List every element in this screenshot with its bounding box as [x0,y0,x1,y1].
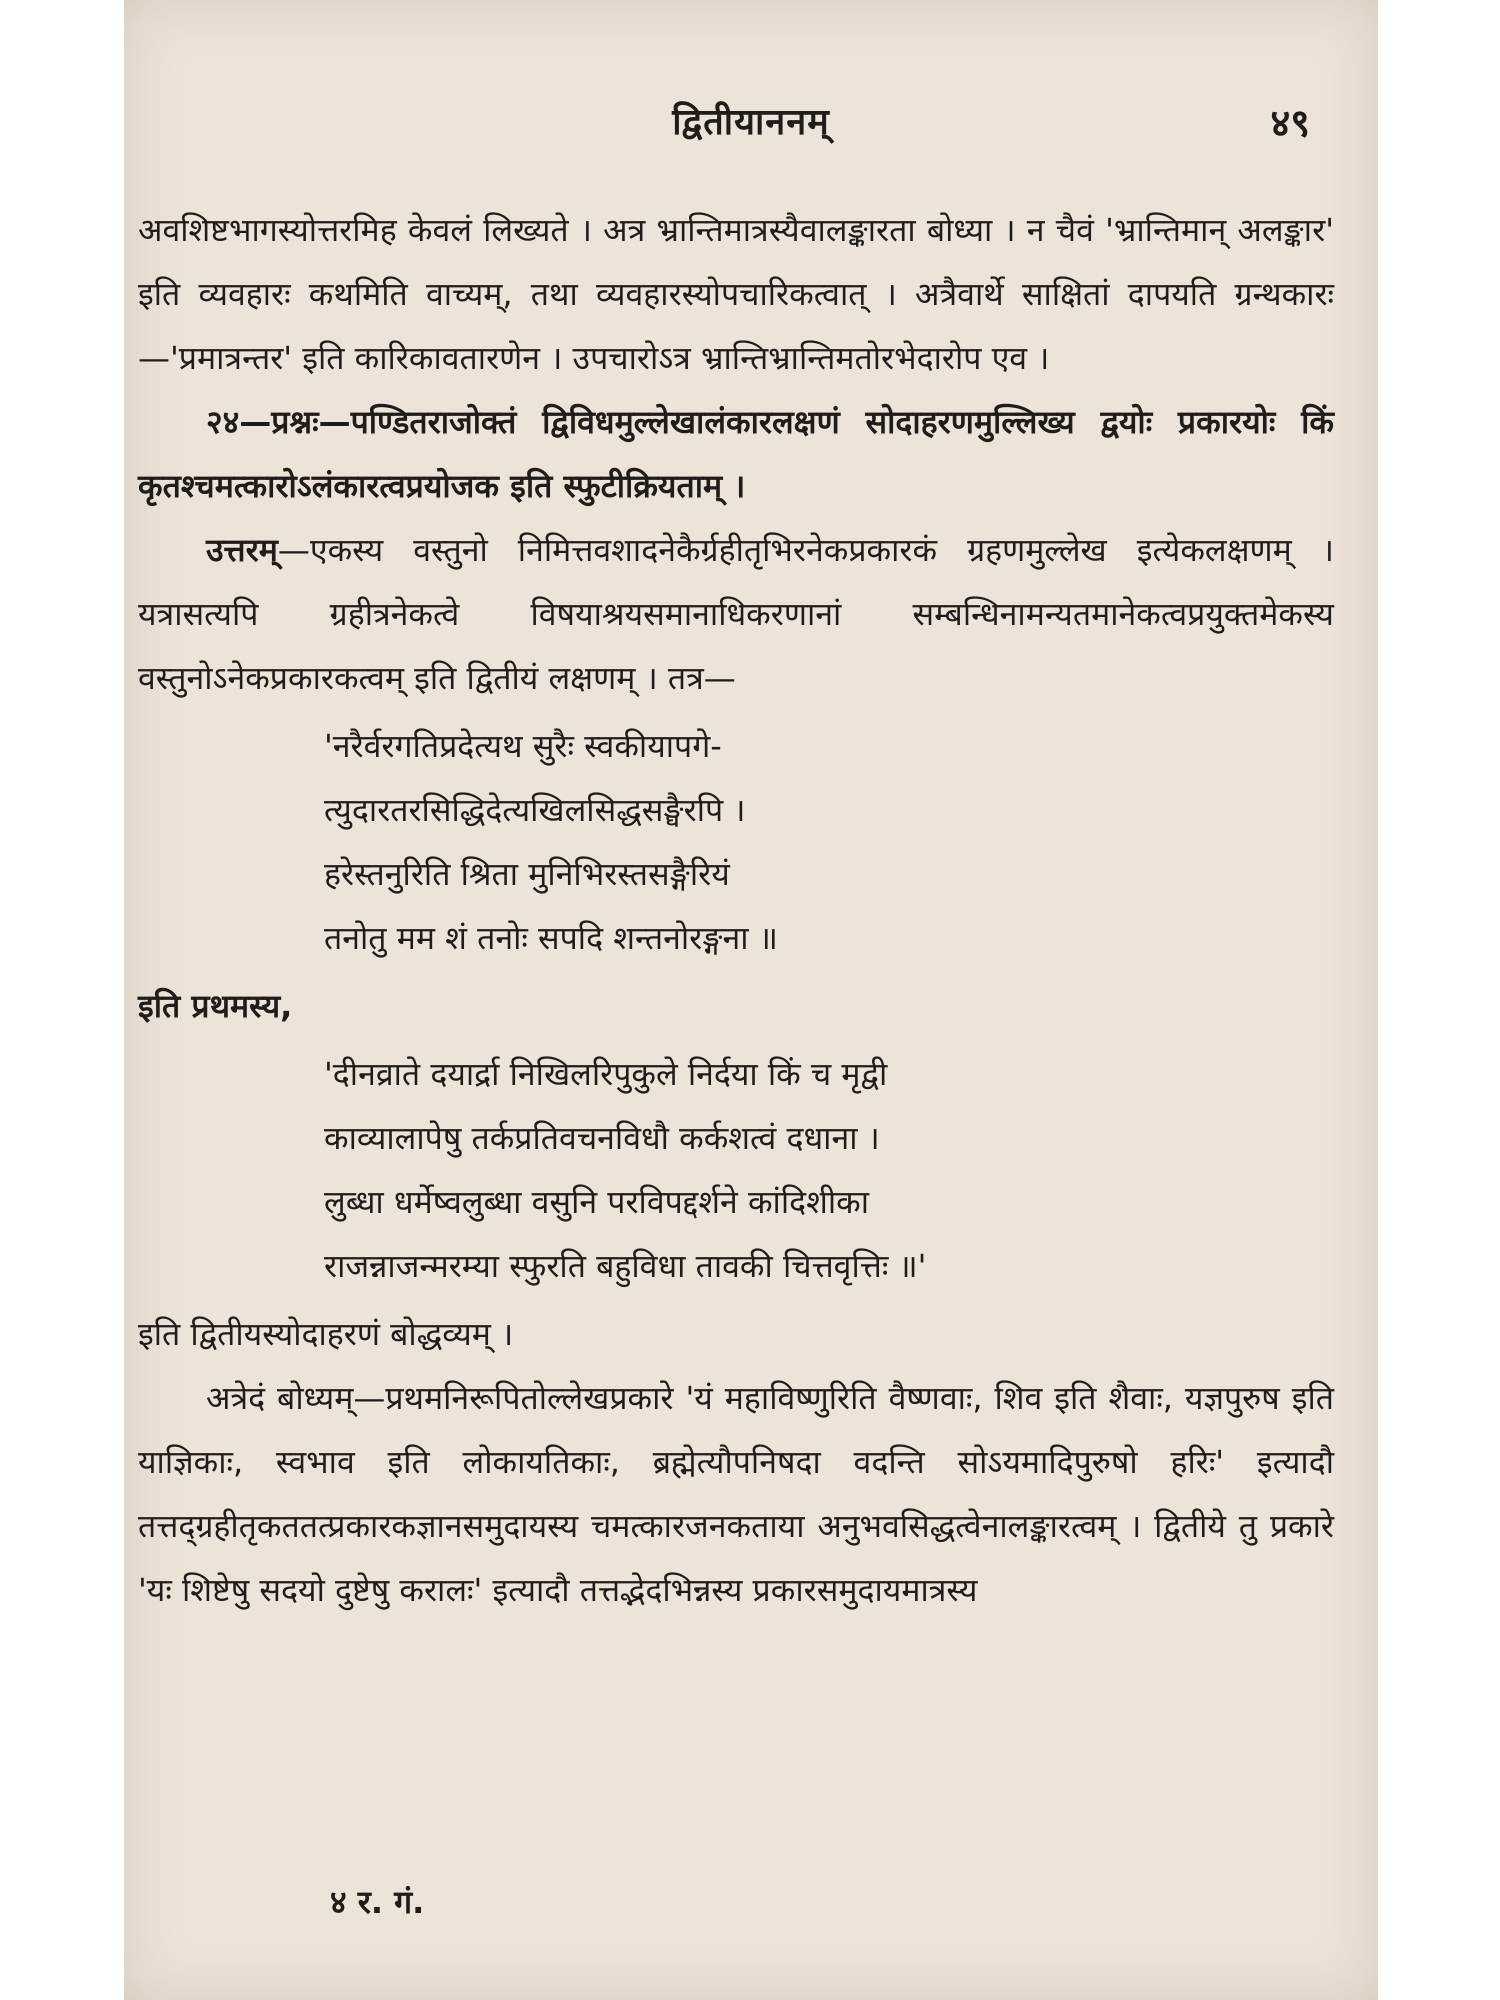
verse-line: त्युदारतरसिद्धिदेत्यखिलसिद्धसङ्घैरपि । [324,791,746,829]
answer-lead: उत्तरम् [206,531,278,569]
verse-line: लुब्धा धर्मेष्वलुब्धा वसुनि परविपद्दर्शने कांदिशीका [324,1183,870,1221]
paragraph-opening: अवशिष्टभागस्योत्तरमिह केवलं लिख्यते । अत्र भ्रान्तिमात्रस्यैवालङ्कारता बोध्या । न चैवं 'भ्रान्तिमान् अलङ्कार' इति व्यवहारः कथमिति वाच्यम्, तथा व्यवहारस्योपचारिकत्वात् । अत्रैवार्थे साक्षितां दापयति ग्रन्थकारः—'प्रमात्रन्तर' इति कारिकावतारणेन । उपचारोऽत्र भ्रान्तिभ्रान्तिमतोरभेदारोप एव । [138,211,1334,377]
verse-line: राजन्नाजन्मरम्या स्फुरति बहुविधा तावकी चित्तवृत्तिः ॥' [324,1247,927,1285]
answer-text: —एकस्य वस्तुनो निमित्तवशादनेकैर्ग्रहीतृभिरनेकप्रकारकं ग्रहणमुल्लेख इत्येकलक्षणम् । यत्रासत्यपि ग्रहीत्रनेकत्वे विषयाश्रयसमानाधिकरणानां सम्बन्धिनामन्यतमानेकत्वप्रयुक्तमेकस्य वस्तुनोऽनेकप्रकारकत्वम् इति द्वितीयं लक्षणम् । तत्र— [138,531,1334,697]
verse-line: काव्यालापेषु तर्कप्रतिवचनविधौ कर्कशत्वं दधाना । [324,1119,880,1157]
verse-example-2 [324,1042,1334,1298]
signature-mark: ४ र. गं. [330,1883,425,1921]
verse-2-label: इति द्वितीयस्योदाहरणं बोद्धव्यम् । [138,1315,514,1353]
page-body [138,198,1334,1622]
verse-line: तनोतु मम शं तनोः सपदि शन्तनोरङ्गना ॥ [324,919,778,957]
answer-paragraph [138,518,1334,710]
running-title: द्वितीयाननम् [672,102,830,143]
verse-line: 'नरैर्वरगतिप्रदेत्यथ सुरैः स्वकीयापगे- [324,727,722,765]
verse-line: 'दीनव्राते दयार्द्रा निखिलरिपुकुले निर्दया किं च मृद्वी [324,1055,888,1093]
verse-line: हरेस्तनुरिति श्रिता मुनिभिरस्तसङ्गैरियं [324,855,730,893]
question-paragraph: २४—प्रश्नः—पण्डितराजोक्तं द्विविधमुल्लेखालंकारलक्षणं सोदाहरणमुल्लिख्य द्वयोः प्रकारयोः किं कृतश्चमत्कारोऽलंकारत्वप्रयोजक इति स्फुटीक्रियताम् । [138,403,1334,505]
page-number: ४९ [1270,101,1310,145]
page-header [124,96,1378,146]
verse-example-1 [324,714,1334,970]
paragraph-closing: अत्रेदं बोध्यम्—प्रथमनिरूपितोल्लेखप्रकारे 'यं महाविष्णुरिति वैष्णवाः, शिव इति शैवाः, यज्ञपुरुष इति याज्ञिकाः, स्वभाव इति लोकायतिकाः, ब्रह्मेत्यौपनिषदा वदन्ति सोऽयमादिपुरुषो हरिः' इत्यादौ तत्तद्ग्रहीतृकततत्प्रकारकज्ञानसमुदायस्य चमत्कारजनकताया अनुभवसिद्धत्वेनालङ्कारत्वम् । द्वितीये तु प्रकारे 'यः शिष्टेषु सदयो दुष्टेषु करालः' इत्यादौ तत्तद्भेदभिन्नस्य प्रकारसमुदायमात्रस्य [138,1379,1334,1609]
verse-1-label: इति प्रथमस्य, [138,987,293,1025]
book-page [124,0,1378,2000]
